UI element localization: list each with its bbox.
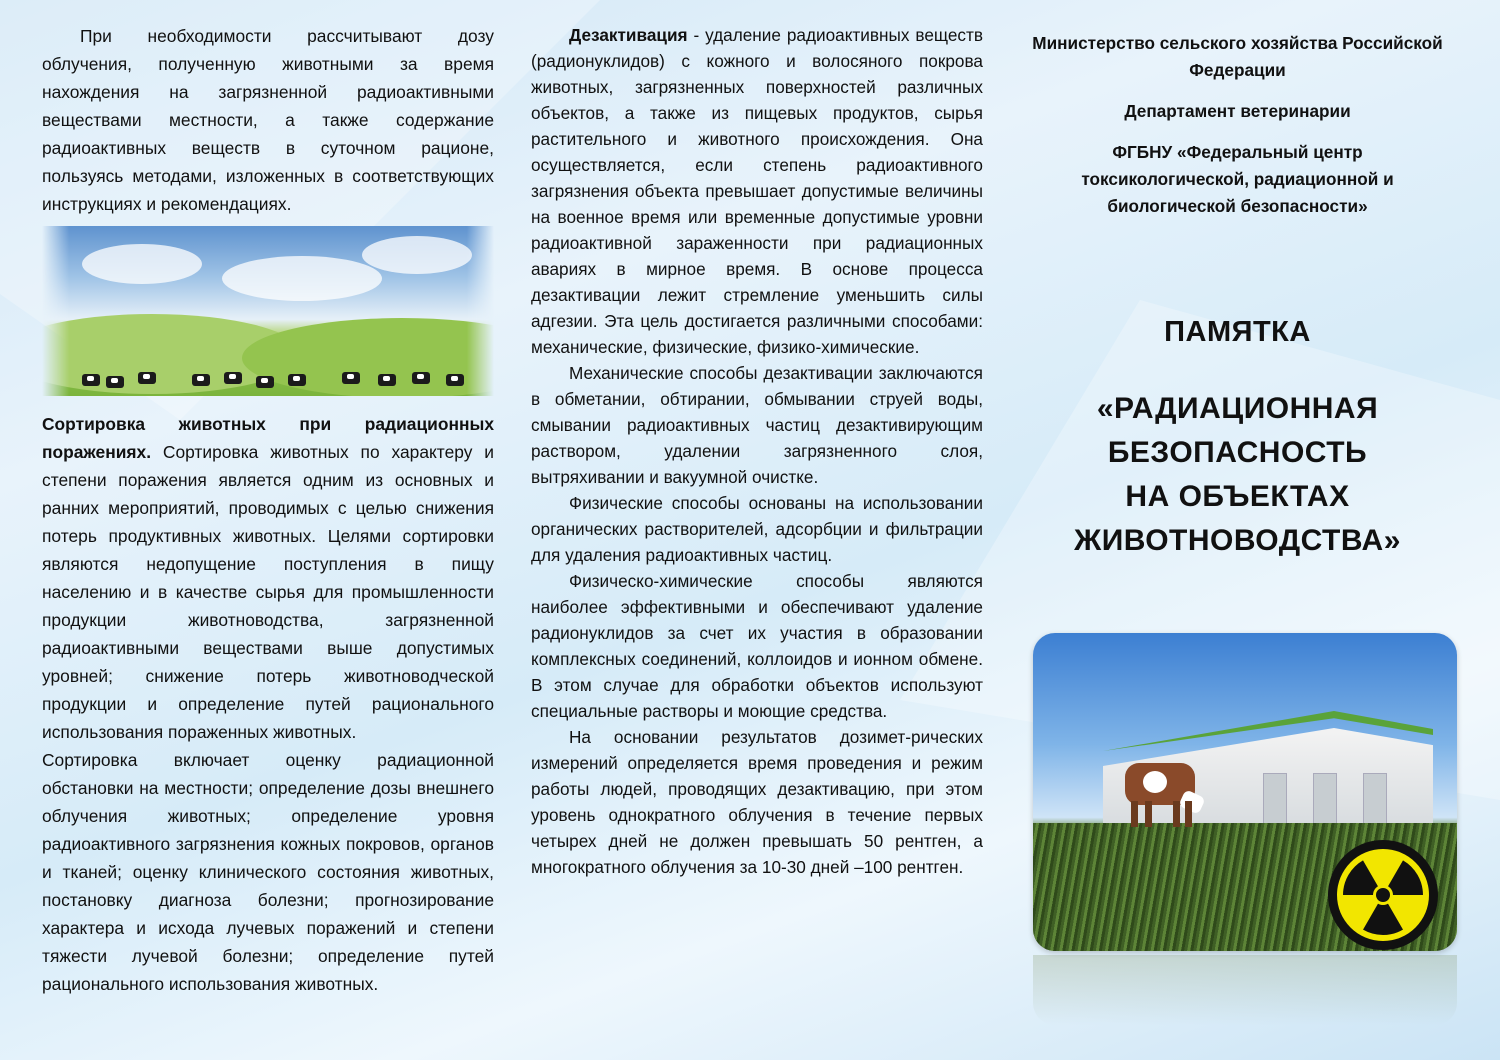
decontamination-heading: Дезактивация — [569, 25, 688, 45]
center-name: ФГБНУ «Федеральный центр токсикологической, радиационной и биологической безопасности» — [1081, 142, 1394, 216]
sorting-paragraph — [42, 410, 494, 746]
sorting-heading: Сортировка животных при радиационных поражениях. — [42, 414, 494, 462]
title-line: БЕЗОПАСНОСТЬ — [1107, 436, 1368, 469]
mechanical-methods-paragraph: Механические способы дезактивации заключаются в обметании, обтирании, обмывании струей воды, смывании радиоактивных частиц дезактивирующим раствором, удалении загрязненного слоя, вытряхивании и вакуумной очистке. — [531, 363, 983, 487]
physical-methods-paragraph: Физические способы основаны на использовании органических растворителей, адсорбции и фильтрации для удаления радиоактивных частиц. — [531, 493, 983, 565]
decontamination-paragraph — [531, 22, 983, 360]
radiation-trefoil-svg — [1333, 845, 1433, 945]
dosimetry-paragraph: На основании результатов дозимет-рических измерений определяется время проведения и режим работы людей, проводящих дезактивацию, при этом уровень однократного облучения в течение первых четырех дней не должен превышать 50 рентген, а многократного облучения за 10-30 дней –100 рентген. — [531, 727, 983, 877]
column-middle — [531, 22, 983, 880]
intro-paragraph: При необходимости рассчитывают дозу облучения, полученную животными за время нахождения на загрязненной радиоактивными веществами местности, а также содержание радиоактивных веществ в суточном рационе, пользуясь методами, изложенных в соответствующих инструкциях и рекомендациях. — [42, 26, 494, 214]
radiation-trefoil-icon — [1328, 840, 1438, 950]
sorting-text: Сортировка животных по характеру и степени поражения является одним из основных и ранних мероприятий, проводимых с целью снижения потерь продуктивных животных. Целями сортировки являются недопущение поступления в пищу населению и в качестве сырья для промышленности продукции животноводства, загрязненной радиоактивными веществами выше допустимых уровней; снижение потерь животноводческой продукции и определение путей рационального использования пораженных животных. — [42, 442, 494, 742]
title-line: «РАДИАЦИОННАЯ — [1096, 392, 1379, 425]
brochure-title — [1030, 387, 1445, 563]
decontamination-text: - удаление радиоактивных веществ (радионуклидов) с кожного и волосяного покрова животных, загрязненных поверхностей различных объектов, а также из пищевых продуктов, сырья растительного и животного происхождения. Она осуществляется, если степень радиоактивного загрязнения объекта превышает допустимые величины на военное время или временные допустимые уровни радиоактивной зараженности при радиационных авариях в мирное время. В основе процесса дезактивации лежит стремление уменьшить силы адгезии. Эта цель достигается различными способами: механические, физические, физико-химические. — [531, 25, 983, 357]
department-name: Департамент ветеринарии — [1124, 101, 1351, 121]
photo-reflection — [1033, 955, 1457, 1025]
sorting-paragraph-2: Сортировка включает оценку радиационной обстановки на местности; определение дозы внешнего облучения животных; определение уровня радиоактивного загрязнения кожных покровов, органов и тканей; оценку клинического состояния животных, постановку диагноза болезни; прогнозирование характера и исхода лучевых поражений и степени тяжести лучевой болезни; определение путей рационального использования животных. — [42, 750, 494, 994]
column-left — [42, 22, 494, 998]
pasture-with-cows-photo — [42, 226, 494, 396]
physchem-methods-paragraph: Физическо-химические способы являются наиболее эффективными и обеспечивают удаление радионуклидов за счет их участия в образовании комплексных соединений, коллоидов и ионном обмене. В этом случае для обработки объектов используют специальные растворы и моющие средства. — [531, 571, 983, 721]
cover-column — [1030, 30, 1445, 563]
ministry-name: Министерство сельского хозяйства Российской Федерации — [1032, 33, 1443, 80]
title-line: ЖИВОТНОВОДСТВА» — [1074, 524, 1401, 557]
title-line: НА ОБЪЕКТАХ — [1125, 480, 1350, 513]
memo-label: ПАМЯТКА — [1164, 316, 1311, 348]
